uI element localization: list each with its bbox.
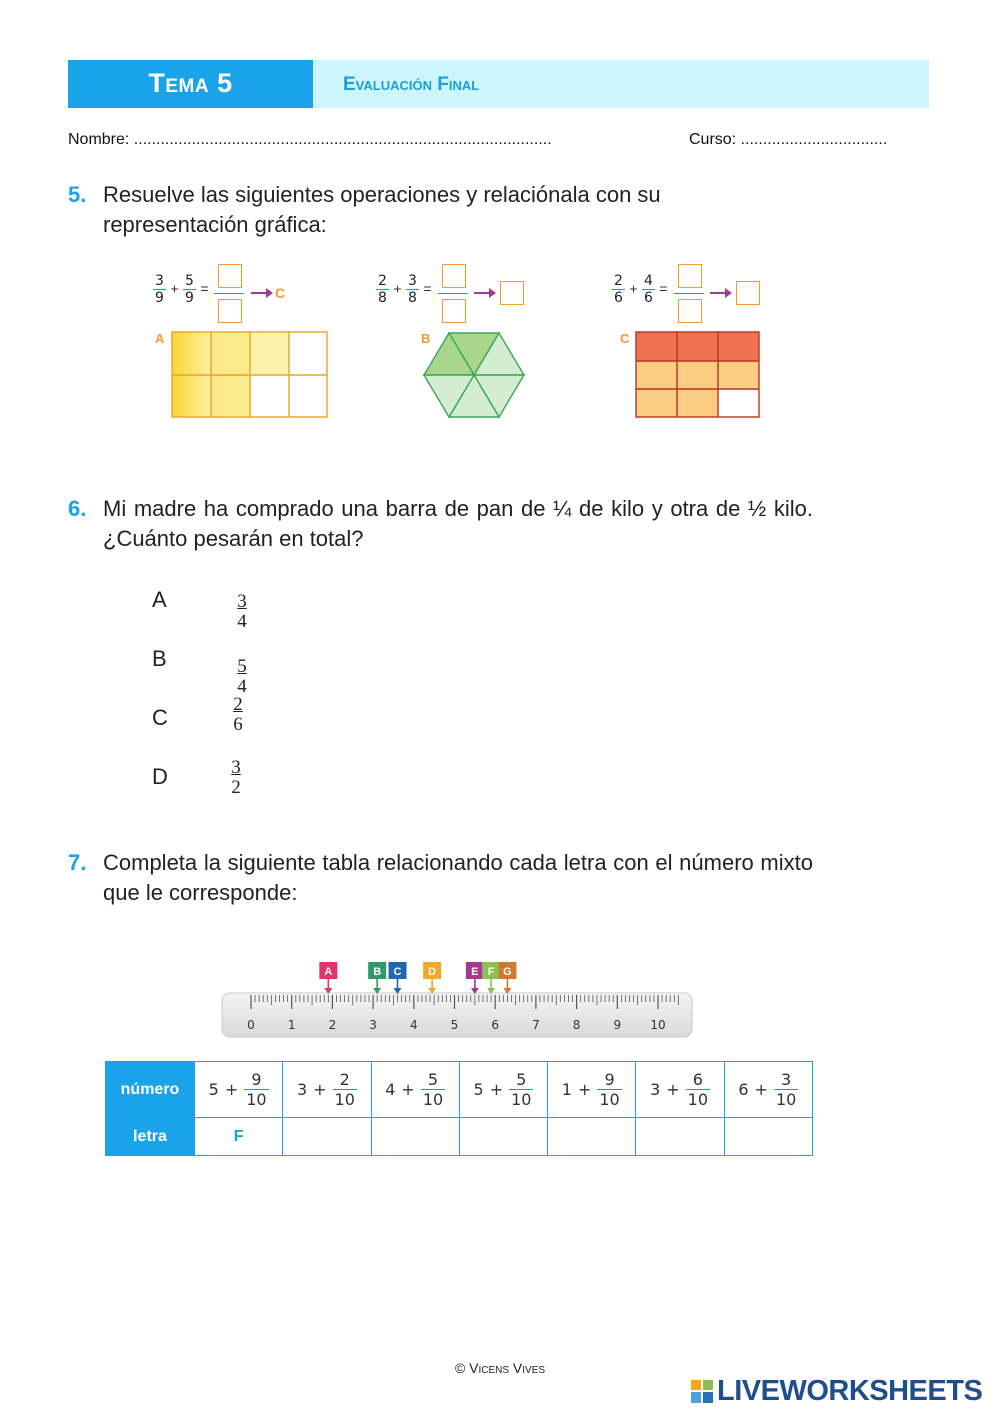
ruler-tick-label: 0 [247, 1018, 255, 1032]
option-d-fraction[interactable]: 3 2 [231, 757, 241, 798]
figure-c-cell [677, 361, 718, 389]
answer-numerator-box[interactable] [442, 264, 466, 288]
number-line-ruler [220, 955, 696, 1040]
table-cell-number: 5 + $\frac{9}{10}$ [195, 1062, 283, 1118]
marker-d [423, 962, 441, 994]
answer-letter-box[interactable] [500, 281, 524, 305]
answer-denominator-box[interactable] [218, 299, 242, 323]
answer-numerator-box[interactable] [218, 264, 242, 288]
ruler-tick-label: 4 [409, 1018, 418, 1032]
marker-letter: B [373, 966, 382, 978]
row-header-letra: letra [106, 1118, 195, 1156]
arrow-right-icon [709, 287, 733, 299]
name-field[interactable]: Nombre: .............................................................................................. [68, 131, 552, 148]
figure-a-cell [211, 375, 250, 417]
figure-c-cell [718, 389, 759, 417]
ruler-tick-label: 5 [450, 1018, 459, 1032]
table-cell-number: 1 + $\frac{9}{10}$ [548, 1062, 636, 1118]
table-cell-number: 4 + $\frac{5}{10}$ [371, 1062, 459, 1118]
figure-label-b: B [421, 331, 431, 346]
option-a-fraction[interactable]: 3 4 [237, 591, 247, 632]
answer-numerator-box[interactable] [678, 264, 702, 288]
table-cell-letter-answer: F [195, 1118, 283, 1156]
liveworksheets-brand: LIVEWORKSHEETS [717, 1375, 983, 1407]
marker-c [389, 962, 407, 994]
question-5-number: 5. [68, 182, 87, 207]
fraction-line [214, 293, 244, 294]
q5-operation-1: $\frac{3}{9}$ + $\frac{5}{9}$ = [155, 273, 209, 306]
option-c-letter[interactable]: C [152, 705, 168, 730]
q5-operation-3: $\frac{2}{6}$ + $\frac{4}{6}$ = [614, 273, 668, 306]
answer-letter-box[interactable] [736, 281, 760, 305]
figure-a-cell [211, 332, 250, 375]
ruler-tick-label: 9 [613, 1018, 622, 1032]
fraction: $\frac{3}{8}$ [408, 273, 417, 306]
figure-a-rectangle [171, 331, 329, 419]
figure-label-c: C [620, 331, 630, 346]
figure-c-cell [636, 389, 677, 417]
marker-a [319, 962, 337, 994]
fraction: $\frac{4}{6}$ [644, 273, 653, 306]
question-6-text: Mi madre ha comprado una barra de pan de ¼ de kilo y otra de ½ kilo. ¿Cuánto pesarán en total? [103, 496, 813, 551]
marker-letter: G [503, 966, 512, 978]
figure-a-cell [289, 375, 327, 417]
fraction-line [438, 293, 468, 294]
figure-c-cell [677, 389, 718, 417]
ruler-tick-label: 7 [532, 1018, 540, 1032]
ruler-tick-label: 2 [328, 1018, 337, 1032]
option-b-fraction[interactable]: 5 4 [237, 656, 247, 697]
figure-c-cell [718, 332, 759, 361]
figure-a-cell [250, 332, 289, 375]
marker-letter: F [487, 966, 495, 978]
fraction: $\frac{3}{9}$ [155, 273, 164, 306]
fraction: $\frac{2}{8}$ [378, 273, 387, 306]
copyright-text: © Vicens Vives [454, 1360, 546, 1376]
marker-letter: E [471, 966, 479, 978]
mixed-number-table [105, 1061, 813, 1156]
answer-denominator-box[interactable] [442, 299, 466, 323]
arrow-right-icon [473, 287, 497, 299]
q5-op1-result-letter: C [275, 285, 286, 301]
fraction: $\frac{2}{6}$ [614, 273, 623, 306]
liveworksheets-logo [690, 1375, 982, 1408]
ruler-tick-label: 6 [491, 1018, 500, 1032]
ruler-tick-label: 3 [369, 1018, 377, 1032]
table-cell-letter-input[interactable] [548, 1118, 636, 1156]
question-7-number: 7. [68, 850, 87, 875]
figure-label-a: A [155, 331, 165, 346]
question-6-number: 6. [68, 496, 87, 521]
figure-c-cell [718, 361, 759, 389]
figure-a-cell [250, 375, 289, 417]
table-cell-number: 6 + $\frac{3}{10}$ [724, 1062, 812, 1118]
marker-letter: D [428, 966, 437, 978]
figure-c-rectangle [635, 331, 761, 419]
table-cell-number: 3 + $\frac{2}{10}$ [283, 1062, 371, 1118]
page-subtitle: Evaluación Final [343, 74, 480, 95]
figure-a-cell [172, 375, 211, 417]
marker-b [368, 962, 386, 994]
option-d-letter[interactable]: D [152, 764, 168, 789]
option-a-letter[interactable]: A [152, 587, 167, 612]
page-title: Tema 5 [148, 68, 233, 98]
marker-letter: C [393, 966, 402, 978]
figure-c-cell [636, 361, 677, 389]
answer-denominator-box[interactable] [678, 299, 702, 323]
option-c-fraction[interactable]: 2 6 [233, 694, 243, 735]
table-cell-letter-input[interactable] [724, 1118, 812, 1156]
arrow-right-icon [250, 287, 274, 299]
figure-c-cell [677, 332, 718, 361]
ruler-markers [319, 962, 516, 994]
table-cell-letter-input[interactable] [371, 1118, 459, 1156]
ruler-tick-label: 10 [650, 1018, 666, 1032]
marker-e [466, 962, 484, 994]
figure-c-cell [636, 332, 677, 361]
fraction-line [674, 293, 704, 294]
figure-b-hexagon [421, 331, 527, 421]
marker-letter: A [324, 966, 333, 978]
table-cell-letter-input[interactable] [459, 1118, 547, 1156]
table-cell-letter-input[interactable] [636, 1118, 724, 1156]
table-cell-letter-input[interactable] [283, 1118, 371, 1156]
q5-operation-2: $\frac{2}{8}$ + $\frac{3}{8}$ = [378, 273, 432, 306]
question-7-text: Completa la siguiente tabla relacionando cada letra con el número mixto que le corresponde: [103, 850, 813, 905]
course-field[interactable]: Curso: ................................. [689, 131, 888, 148]
figure-a-cell [289, 332, 327, 375]
fraction: $\frac{5}{9}$ [185, 273, 194, 306]
liveworksheets-logo-icon [690, 1379, 714, 1405]
question-5-text: Resuelve las siguientes operaciones y relaciónala con su representación gráfica: [103, 182, 661, 237]
table-cell-number: 3 + $\frac{6}{10}$ [636, 1062, 724, 1118]
row-header-numero: número [106, 1062, 195, 1118]
option-b-letter[interactable]: B [152, 646, 167, 671]
ruler-tick-label: 8 [572, 1018, 581, 1032]
table-cell-number: 5 + $\frac{5}{10}$ [459, 1062, 547, 1118]
figure-a-cell [172, 332, 211, 375]
marker-f [482, 962, 500, 994]
ruler-tick-label: 1 [287, 1018, 296, 1032]
marker-g [498, 962, 516, 994]
